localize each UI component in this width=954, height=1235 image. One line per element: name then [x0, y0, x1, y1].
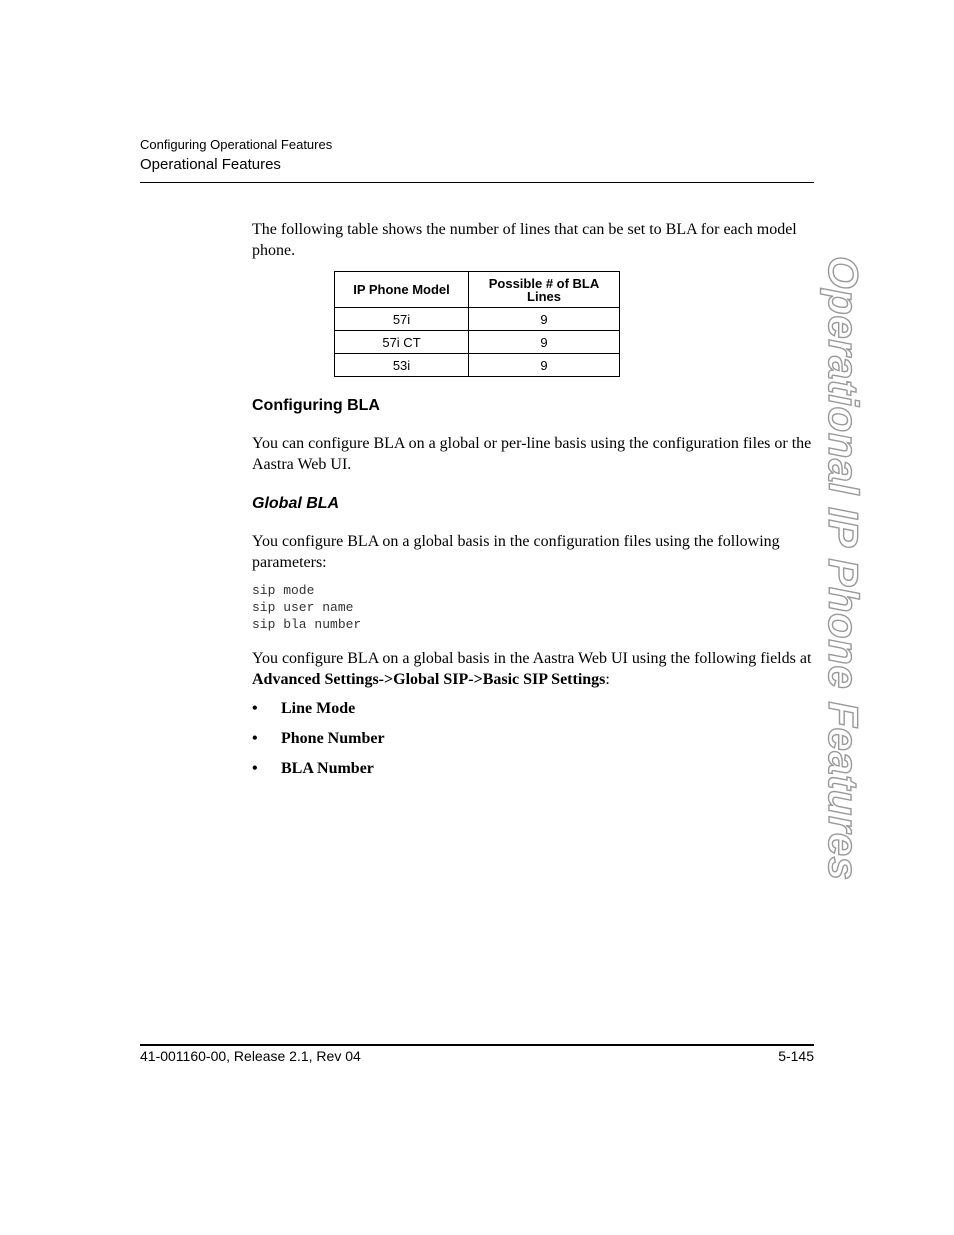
- running-header-title: Operational Features: [140, 156, 281, 173]
- webui-menu-path: Advanced Settings->Global SIP->Basic SIP Settings: [252, 671, 606, 688]
- bullet-icon: •: [252, 760, 258, 777]
- table-cell-lines: 9: [469, 331, 620, 354]
- parameter-line: sip mode: [252, 583, 315, 598]
- bullet-icon: •: [252, 700, 258, 717]
- webui-text: You configure BLA on a global basis in the Aastra Web UI using the following fields at: [252, 650, 812, 667]
- footer-rule: [140, 1044, 814, 1046]
- list-item: • BLA Number: [252, 760, 374, 777]
- configuring-paragraph: You can configure BLA on a global or per-line basis using the configuration files or the Aastra Web UI.: [252, 435, 812, 473]
- intro-paragraph: The following table shows the number of lines that can be set to BLA for each model phone.: [252, 221, 797, 259]
- list-item: • Line Mode: [252, 700, 356, 717]
- table-row: [335, 308, 620, 331]
- footer-page-number: 5-145: [778, 1048, 814, 1064]
- list-item: • Phone Number: [252, 730, 385, 747]
- webui-field-list: [252, 698, 385, 788]
- parameter-line: sip bla number: [252, 617, 362, 632]
- running-header-section: Configuring Operational Features: [140, 137, 333, 152]
- table-cell-model: 57i: [335, 308, 469, 331]
- footer-document-id: 41-001160-00, Release 2.1, Rev 04: [140, 1048, 361, 1064]
- table-cell-lines: 9: [469, 354, 620, 377]
- side-chapter-title: Operational IP Phone Features: [820, 256, 867, 881]
- table-cell-model: 53i: [335, 354, 469, 377]
- table-header-lines: Possible # of BLA Lines: [469, 272, 620, 308]
- heading-global-bla: Global BLA: [252, 495, 340, 512]
- heading-configuring-bla: Configuring BLA: [252, 397, 380, 414]
- table-cell-model: 57i CT: [335, 331, 469, 354]
- table-row: [335, 331, 620, 354]
- webui-paragraph: [252, 648, 814, 690]
- header-rule: [140, 182, 814, 183]
- webui-suffix: :: [605, 671, 610, 688]
- table-header-model: IP Phone Model: [335, 272, 469, 308]
- table-header-row: [335, 272, 620, 308]
- table-cell-lines: 9: [469, 308, 620, 331]
- bla-lines-table: [334, 271, 620, 377]
- global-config-paragraph: You configure BLA on a global basis in the configuration files using the following parameters:: [252, 533, 780, 571]
- table-row: [335, 354, 620, 377]
- parameter-code-block: [252, 582, 361, 633]
- parameter-line: sip user name: [252, 600, 354, 615]
- bullet-icon: •: [252, 730, 258, 747]
